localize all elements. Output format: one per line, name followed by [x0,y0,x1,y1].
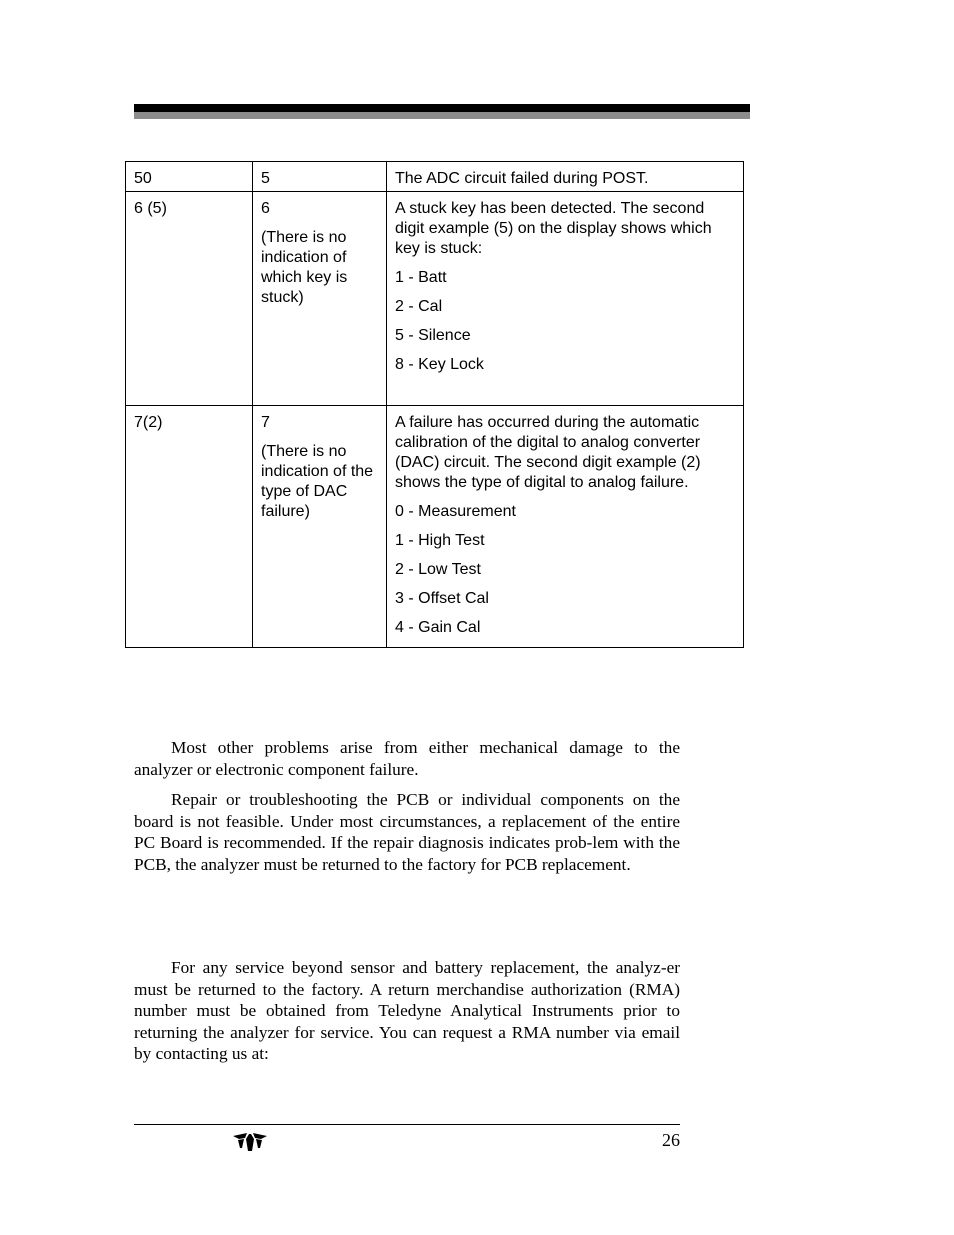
error-description-cell [387,192,744,406]
dac-list-item: 3 - Offset Cal [395,590,489,607]
footer-rule [134,1124,680,1125]
key-list-item: 5 - Silence [395,327,471,344]
error-number-cell [253,162,387,192]
teledyne-logo-icon [232,1130,268,1152]
error-description-cell [387,406,744,648]
table-row [126,162,744,192]
error-number-cell [253,192,387,406]
key-list-item: 1 - Batt [395,269,447,286]
body-paragraph: For any service beyond sensor and battery replacement, the analyz-er must be returned to the factory. A return merchandise authorization (RMA) number must be obtained from Teledyne Analytical Instruments prior to returning the analyzer for service. You can request a RMA number via email by contacting us at: [134,958,680,1063]
error-code: 6 (5) [134,200,167,217]
service-section [134,957,680,1074]
error-number-note: (There is no indication of the type of DAC failure) [261,443,374,520]
table-row [126,192,744,406]
dac-list-item: 1 - High Test [395,532,485,549]
header-rule [134,104,750,112]
key-list-item: 8 - Key Lock [395,356,484,373]
error-description: A failure has occurred during the automatic calibration of the digital to analog converter (DAC) circuit. The second digit example (2) shows the type of digital to analog failure. [395,414,701,491]
error-number-note: (There is no indication of which key is stuck) [261,229,348,306]
error-description: The ADC circuit failed during POST. [395,170,649,187]
error-description: A stuck key has been detected. The second digit example (5) on the display shows which key is stuck: [395,200,712,257]
error-number: 7 [261,414,270,431]
error-description-cell [387,162,744,192]
repair-section [134,737,680,884]
table-row [126,406,744,648]
header-rule-shadow [134,112,750,119]
page-number: 26 [662,1130,680,1150]
error-code: 50 [134,170,152,187]
dac-list-item: 0 - Measurement [395,503,516,520]
dac-list-item: 4 - Gain Cal [395,619,481,636]
error-code-cell [126,406,253,648]
error-number: 5 [261,170,270,187]
dac-list-item: 2 - Low Test [395,561,481,578]
key-list-item: 2 - Cal [395,298,443,315]
body-paragraph: Repair or troubleshooting the PCB or individual components on the board is not feasible. Under most circumstances, a replacement of the entire PC Board is recommended. If the repair diagnosis indicates prob-lem with the PCB, the analyzer must be returned to the factory for PCB replacement. [134,790,680,874]
error-number-cell [253,406,387,648]
error-code-cell [126,162,253,192]
error-code-table [125,161,744,648]
body-paragraph: Most other problems arise from either mechanical damage to the analyzer or electronic component failure. [134,738,680,779]
error-number: 6 [261,200,270,217]
error-code: 7(2) [134,414,163,431]
error-code-cell [126,192,253,406]
